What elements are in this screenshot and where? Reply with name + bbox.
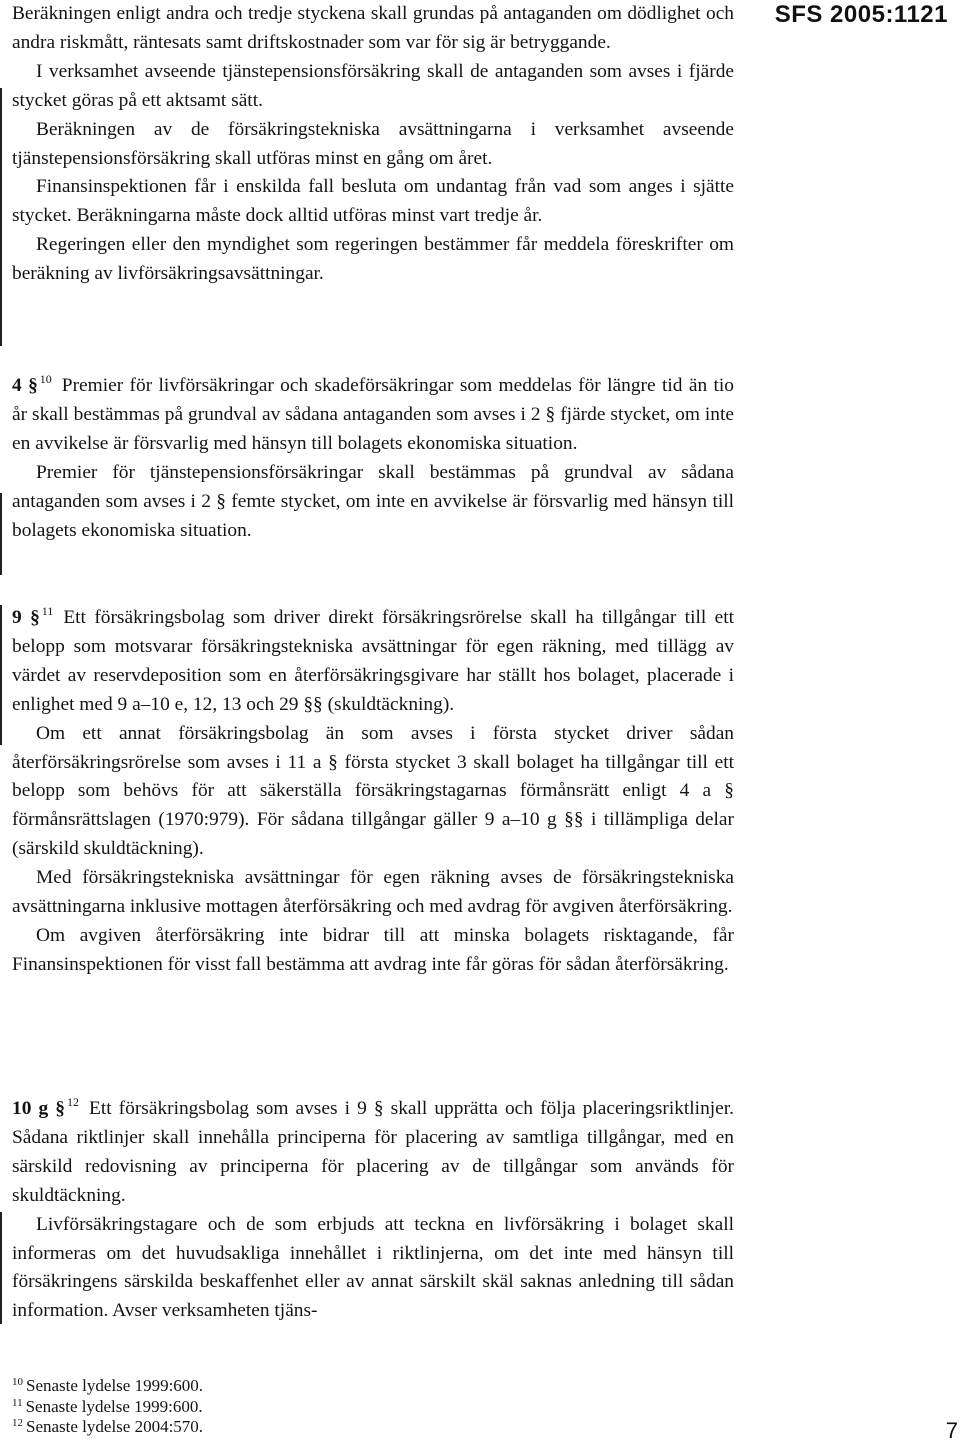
section-9 <box>12 604 734 980</box>
change-bar <box>0 605 2 745</box>
footnote-text: Senaste lydelse 1999:600. <box>26 1376 204 1395</box>
paragraph: Finansinspektionen får i enskilda fall besluta om undantag från vad som anges i sjätte stycket. Beräkningarna måste dock alltid utföras minst vart tredje år. <box>12 176 734 227</box>
footnote-ref: 11 <box>41 604 54 618</box>
section-10g <box>12 1095 734 1326</box>
text-block-continuation <box>12 0 734 289</box>
paragraph: Regeringen eller den myndighet som regeringen bestämmer får meddela föreskrifter om beräkning av livförsäkringsavsättningar. <box>12 234 734 285</box>
sfs-number: SFS 2005:1121 <box>774 1 948 28</box>
paragraph: Med försäkringstekniska avsättningar för egen räkning avses de försäkringstekniska avsättningarna inklusive mottagen återförsäkring och med avdrag för avgiven återförsäkring. <box>12 867 734 918</box>
footnote <box>12 1397 412 1418</box>
paragraph <box>12 372 734 459</box>
footnote-text: Senaste lydelse 1999:600. <box>25 1396 203 1416</box>
footnote <box>12 1417 412 1438</box>
paragraph <box>12 604 734 720</box>
paragraph-text: Ett försäkringsbolag som driver direkt försäkringsrörelse skall ha tillgångar till ett belopp som motsvarar försäkringstekniska avsättningar för egen räkning, med tillägg av värdet av reservdeposition som en återförsäkringsgivare har ställt hos bolaget, placerade i enlighet med 9 a–10 e, 12, 13 och 29 §§ (skuldtäckning). <box>12 607 734 715</box>
footnote-ref: 12 <box>66 1095 79 1109</box>
section-4 <box>12 372 734 545</box>
footnote-number: 11 <box>12 1396 23 1409</box>
footnote-text: Senaste lydelse 2004:570. <box>26 1417 204 1436</box>
section-number: 4 § <box>12 375 38 396</box>
section-number: 10 g § <box>12 1098 65 1119</box>
paragraph: Beräkningen enligt andra och tredje styckena skall grundas på antaganden om dödlighet och andra riskmått, räntesats samt driftskostnader som var för sig är betryggande. <box>12 3 734 53</box>
footnote <box>12 1376 412 1397</box>
paragraph: Livförsäkringstagare och de som erbjuds att teckna en livförsäkring i bolaget skall informeras om det huvudsakliga innehållet i riktlinjerna, om det inte med hänsyn till försäkringens särskilda beskaffenhet eller av annat särskilt skäl saknas anledning till sådan information. Avser verksamheten tjäns- <box>12 1213 734 1322</box>
paragraph: I verksamhet avseende tjänstepensionsförsäkring skall de antaganden som avses i fjärde stycket göras på ett aktsamt sätt. <box>12 60 734 111</box>
change-bar <box>0 88 2 346</box>
page-number: 7 <box>945 1418 958 1443</box>
paragraph: Premier för tjänstepensionsförsäkringar skall bestämmas på grundval av sådana antaganden som avses i 2 § femte stycket, om inte en avvikelse är försvarlig med hänsyn till bolagets ekonomiska situation. <box>12 461 734 541</box>
paragraph-text: Ett försäkringsbolag som avses i 9 § skall upprätta och följa placeringsriktlinjer. Sådana riktlinjer skall innehålla principerna för placering av samtliga tillgångar, med en särskild redovisning av principerna för placering av de tillgångar som används för skuldtäckning. <box>12 1098 734 1206</box>
change-bar <box>0 493 2 575</box>
footnote-number: 12 <box>12 1417 23 1429</box>
paragraph: Om avgiven återförsäkring inte bidrar till att minska bolagets risktagande, får Finansinspektionen för visst fall bestämma att avdrag inte får göras för sådan återförsäkring. <box>12 924 734 975</box>
paragraph: Beräkningen av de försäkringstekniska avsättningarna i verksamhet avseende tjänstepensionsförsäkring skall utföras minst en gång om året. <box>12 118 734 169</box>
paragraph: Om ett annat försäkringsbolag än som avses i första stycket driver sådan återförsäkringsrörelse som avses i 11 a § första stycket 3 skall bolaget ha tillgångar till ett belopp som behövs för att säkerställa försäkringstagarnas förmånsrätt enligt 4 a § förmånsrättslagen (1970:979). För sådana tillgångar gäller 9 a–10 g §§ i tillämpliga delar (särskild skuldtäckning). <box>12 722 734 860</box>
change-bar <box>0 1212 2 1324</box>
paragraph <box>12 1095 734 1211</box>
footnote-ref: 10 <box>39 372 52 386</box>
section-number: 9 § <box>12 607 40 628</box>
footnote-number: 10 <box>12 1376 23 1388</box>
paragraph-text: Premier för livförsäkringar och skadeförsäkringar som meddelas för längre tid än tio år skall bestämmas på grundval av sådana antaganden som avses i 2 § fjärde stycket, om inte en avvikelse är försvarlig med hänsyn till bolagets ekonomiska situation. <box>12 375 734 454</box>
footnotes <box>12 1376 412 1438</box>
